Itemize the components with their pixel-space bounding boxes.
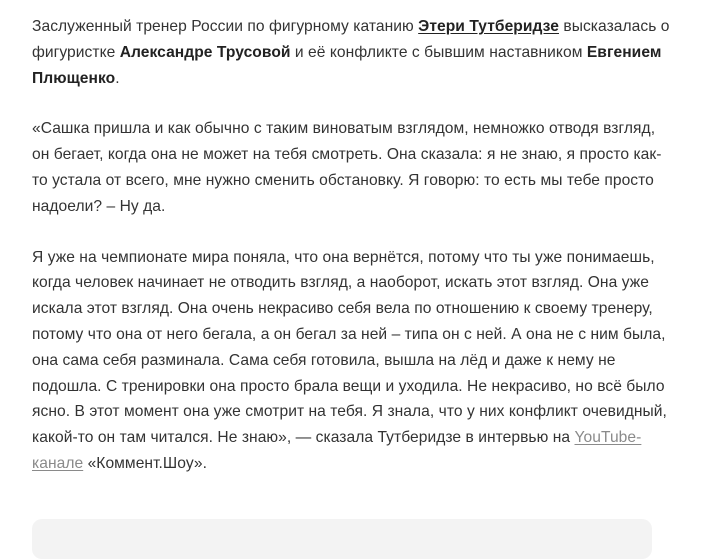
article-body xyxy=(32,14,672,477)
coach-name-link[interactable]: Этери Тутберидзе xyxy=(418,18,559,35)
quote-paragraph-1: «Сашка пришла и как обычно с таким виноватым взглядом, немножко отводя взгляд, он бегает, когда она не может на тебя смотреть. Она сказала: я не знаю, я просто как-то устала от всего, мне нужно сменить обстановку. Я говорю: то есть мы тебе просто надоели? – Ну да. xyxy=(32,120,662,215)
intro-text-4: . xyxy=(115,69,120,87)
quote-source: «Коммент.Шоу». xyxy=(83,454,207,472)
related-card xyxy=(32,519,652,559)
intro-paragraph xyxy=(32,14,672,91)
intro-text-2: высказалась о фигуристке xyxy=(32,18,670,61)
intro-text-1: Заслуженный тренер России по фигурному катанию xyxy=(32,18,419,35)
former-coach-name: Евгением Плющенко xyxy=(32,43,662,87)
skater-name: Александре Трусовой xyxy=(119,43,291,61)
quote-paragraph-2 xyxy=(32,245,672,477)
youtube-channel-link[interactable]: YouTube-канале xyxy=(32,429,642,472)
intro-text-3: и её конфликте с бывшим наставником xyxy=(290,43,587,61)
quote-text: Я уже на чемпионате мира поняла, что она вернётся, потому что ты уже понимаешь, когда человек начинает не отводить взгляд, а наоборот, искать этот взгляд. Она уже искала этот взгляд. Она очень некрасиво себя вела по отношению к своему тренеру, потому что она от него бегала, а он бегал за ней – типа он с ней. А она не с ним была, она сама себя разминала. Сама себя готовила, вышла на лёд и даже к нему не подошла. С тренировки она просто брала вещи и уходила. Не некрасиво, но всё было ясно. В этот момент она уже смотрит на тебя. Я знала, что у них конфликт очевидный, какой-то он там читался. Не знаю», — сказала Тутберидзе в интервью на xyxy=(32,248,667,447)
